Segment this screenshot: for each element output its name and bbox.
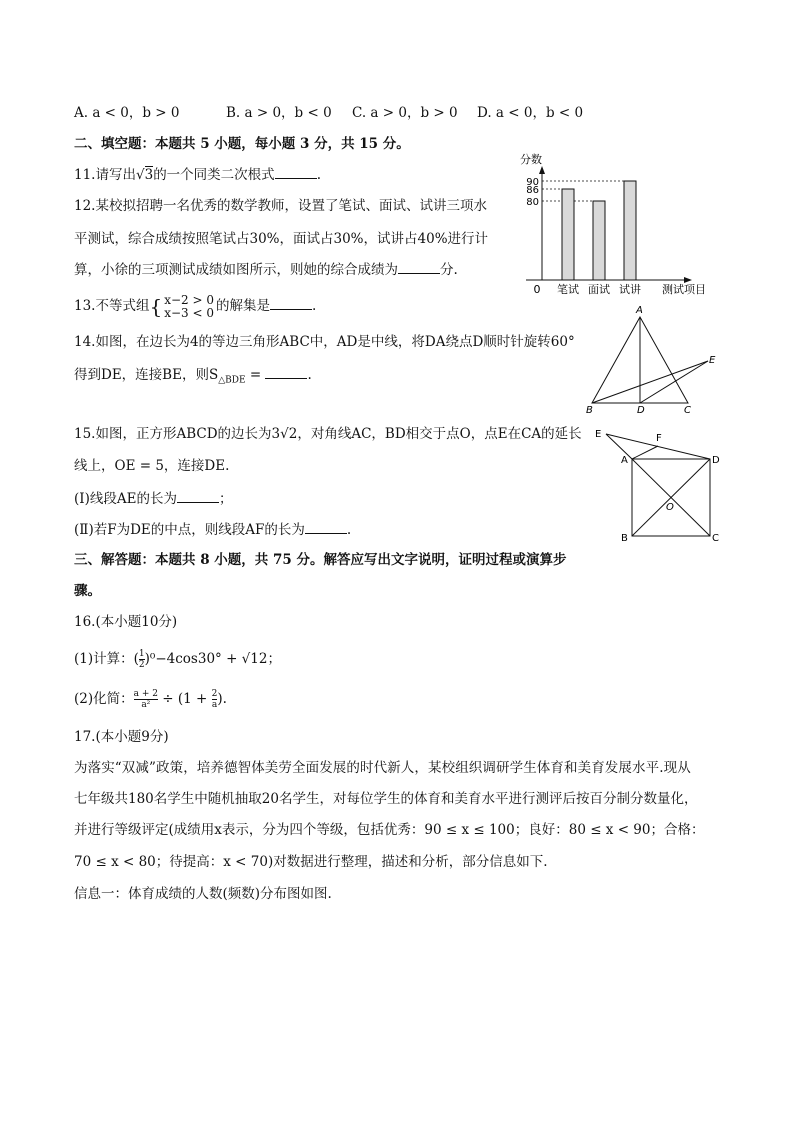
chart-tick-label: 86: [526, 185, 539, 196]
score-bar-chart: [512, 150, 712, 300]
q11-end: .: [316, 167, 321, 183]
label-b: B: [621, 533, 628, 544]
chart-bar-1: [562, 189, 574, 280]
inequality-row-2: x−3 < 0: [164, 305, 214, 320]
chart-tick-label: 80: [526, 197, 539, 208]
q12-line-3-post: 分.: [440, 262, 458, 278]
answer-blank[interactable]: [177, 488, 219, 503]
fraction-1: [134, 689, 158, 710]
inequality-system: [164, 294, 214, 320]
label-c: C: [684, 405, 691, 416]
fraction-numerator: 1: [138, 649, 145, 659]
q16-heading: 16.(本小题10分): [74, 614, 178, 630]
question-11: [74, 164, 321, 185]
q16-part-2-post: ).: [217, 691, 227, 707]
option-d: D. a < 0，b < 0: [477, 105, 584, 121]
q16-part-2-mid: ÷ (1 +: [157, 691, 212, 707]
chart-tick-label: 90: [526, 177, 539, 188]
chart-xlabel: 测试项目: [662, 283, 706, 296]
fraction-half: [139, 649, 145, 670]
q17-line-2: 七年级共180名学生中随机抽取20名学生，对每位学生的体育和美育水平进行测评后按百分制分数量化，: [74, 791, 698, 807]
chart-origin-label: 0: [533, 283, 541, 296]
answer-blank[interactable]: [275, 164, 317, 179]
answer-blank[interactable]: [270, 295, 312, 310]
answer-blank[interactable]: [398, 259, 440, 274]
q16-part-2-pre: (2)化简：: [74, 691, 134, 707]
chart-bar-3: [624, 181, 636, 280]
section-heading-solutions-2: 骤。: [74, 583, 101, 599]
label-c: C: [712, 533, 719, 544]
question-13: [74, 292, 316, 321]
triangle-figure: [580, 300, 720, 420]
section-heading-solutions-1: 三、解答题：本题共 8 小题，共 75 分。解答应写出文字说明，证明过程或演算步: [74, 552, 567, 568]
square-figure: [588, 422, 728, 547]
q14-line-2-pre: 得到DE，连接BE，则S: [74, 367, 219, 383]
fraction-denominator: a: [211, 700, 218, 710]
label-d: D: [637, 405, 645, 416]
fraction-denominator: a²: [141, 700, 151, 710]
chart-bar-2: [593, 201, 605, 280]
question-15-part-2: [74, 519, 351, 540]
q15-part-2-post: .: [346, 522, 352, 538]
label-e: E: [709, 355, 716, 366]
label-e: E: [595, 429, 602, 440]
chart-marks: [526, 177, 641, 296]
question-12-line-3: [74, 259, 458, 280]
chart-category-label: 面试: [588, 283, 610, 296]
radical-sign: √: [135, 167, 145, 183]
fraction-numerator: 2: [211, 689, 218, 699]
q13-pre: 13.不等式组: [74, 298, 150, 314]
answer-blank[interactable]: [265, 364, 307, 379]
q12-line-3-pre: 算，小徐的三项测试成绩如图所示，则她的综合成绩为: [74, 262, 398, 278]
fraction-denominator: 2: [138, 660, 145, 670]
label-d: D: [712, 455, 720, 466]
label-o: O: [666, 502, 674, 513]
question-15-part-1: [74, 488, 232, 509]
answer-blank[interactable]: [305, 519, 347, 534]
q13-end: .: [312, 298, 317, 314]
q17-line-1: 为落实“双减”政策，培养德智体美劳全面发展的时代新人，某校组织调研学生体育和美育发展水平.现从: [74, 760, 691, 776]
chart-y-axis-arrow: [539, 166, 545, 174]
q11-post: 的一个同类二次根式: [153, 167, 275, 183]
q17-line-4: 70 ≤ x < 80；待提高：x < 70)对数据进行整理，描述和分析，部分信息如下.: [74, 854, 548, 870]
option-b: B. a > 0，b < 0: [226, 105, 332, 121]
extension-ae: [606, 434, 632, 459]
chart-ylabel: 分数: [520, 153, 542, 166]
inequality-row-1: x−2 > 0: [164, 292, 214, 307]
question-16-part-1: (1)计算：( $\frac{1}{2}$ )⁰−4cos30° + √12；: [74, 649, 281, 670]
q17-heading: 17.(本小题9分): [74, 729, 169, 745]
label-b: B: [586, 405, 593, 416]
option-a: A. a < 0，b > 0: [74, 105, 180, 121]
q12-line-1: 12.某校拟招聘一名优秀的数学教师，设置了笔试、面试、试讲三项水: [74, 198, 487, 214]
q17-info: 信息一：体育成绩的人数(频数)分布图如图.: [74, 886, 332, 902]
q14-line-1: 14.如图，在边长为4的等边三角形ABC中，AD是中线，将DA绕点D顺时针旋转60°: [74, 334, 575, 350]
q13-post: 的解集是: [216, 298, 270, 314]
q15-part-1-pre: (Ⅰ)线段AE的长为: [74, 491, 177, 507]
option-c: C. a > 0，b > 0: [352, 105, 458, 121]
q15-part-2-pre: (Ⅱ)若F为DE的中点，则线段AF的长为: [74, 522, 305, 538]
label-f: F: [656, 433, 662, 444]
q15-line-2: 线上，OE = 5，连接DE.: [74, 458, 230, 474]
q14-end: .: [307, 367, 312, 383]
q14-subscript: △BDE: [218, 375, 246, 386]
label-a: A: [621, 455, 628, 466]
section-heading-fill-blank: 二、填空题：本题共 5 小题，每小题 3 分，共 15 分。: [74, 136, 410, 152]
fraction-numerator: a + 2: [133, 689, 158, 699]
question-14-line-2: [74, 364, 312, 391]
chart-category-label: 试讲: [619, 283, 641, 296]
label-a: A: [636, 305, 643, 316]
q16-part-1-pre: (1)计算：: [74, 651, 134, 667]
q12-line-2: 平测试，综合成绩按照笔试占30%，面试占30%，试讲占40%进行计: [74, 231, 489, 247]
q16-part-1-post: ⁰−4cos30° + √12；: [149, 651, 281, 667]
q11-radicand: 3: [144, 167, 154, 183]
segment-af: [632, 446, 658, 459]
question-16-part-2: [74, 686, 227, 712]
brace-symbol: {: [149, 294, 163, 319]
q11-pre: 11.请写出: [74, 167, 136, 183]
q17-line-3: 并进行等级评定(成绩用x表示，分为四个等级，包括优秀：90 ≤ x ≤ 100；良好：80 ≤ x < 90；合格：: [74, 822, 705, 838]
chart-category-label: 笔试: [557, 283, 579, 296]
q15-line-1: 15.如图，正方形ABCD的边长为3√2，对角线AC，BD相交于点O，点E在CA的延长: [74, 426, 582, 442]
q14-line-2-post: =: [245, 367, 262, 383]
q15-part-1-post: ；: [218, 491, 233, 507]
